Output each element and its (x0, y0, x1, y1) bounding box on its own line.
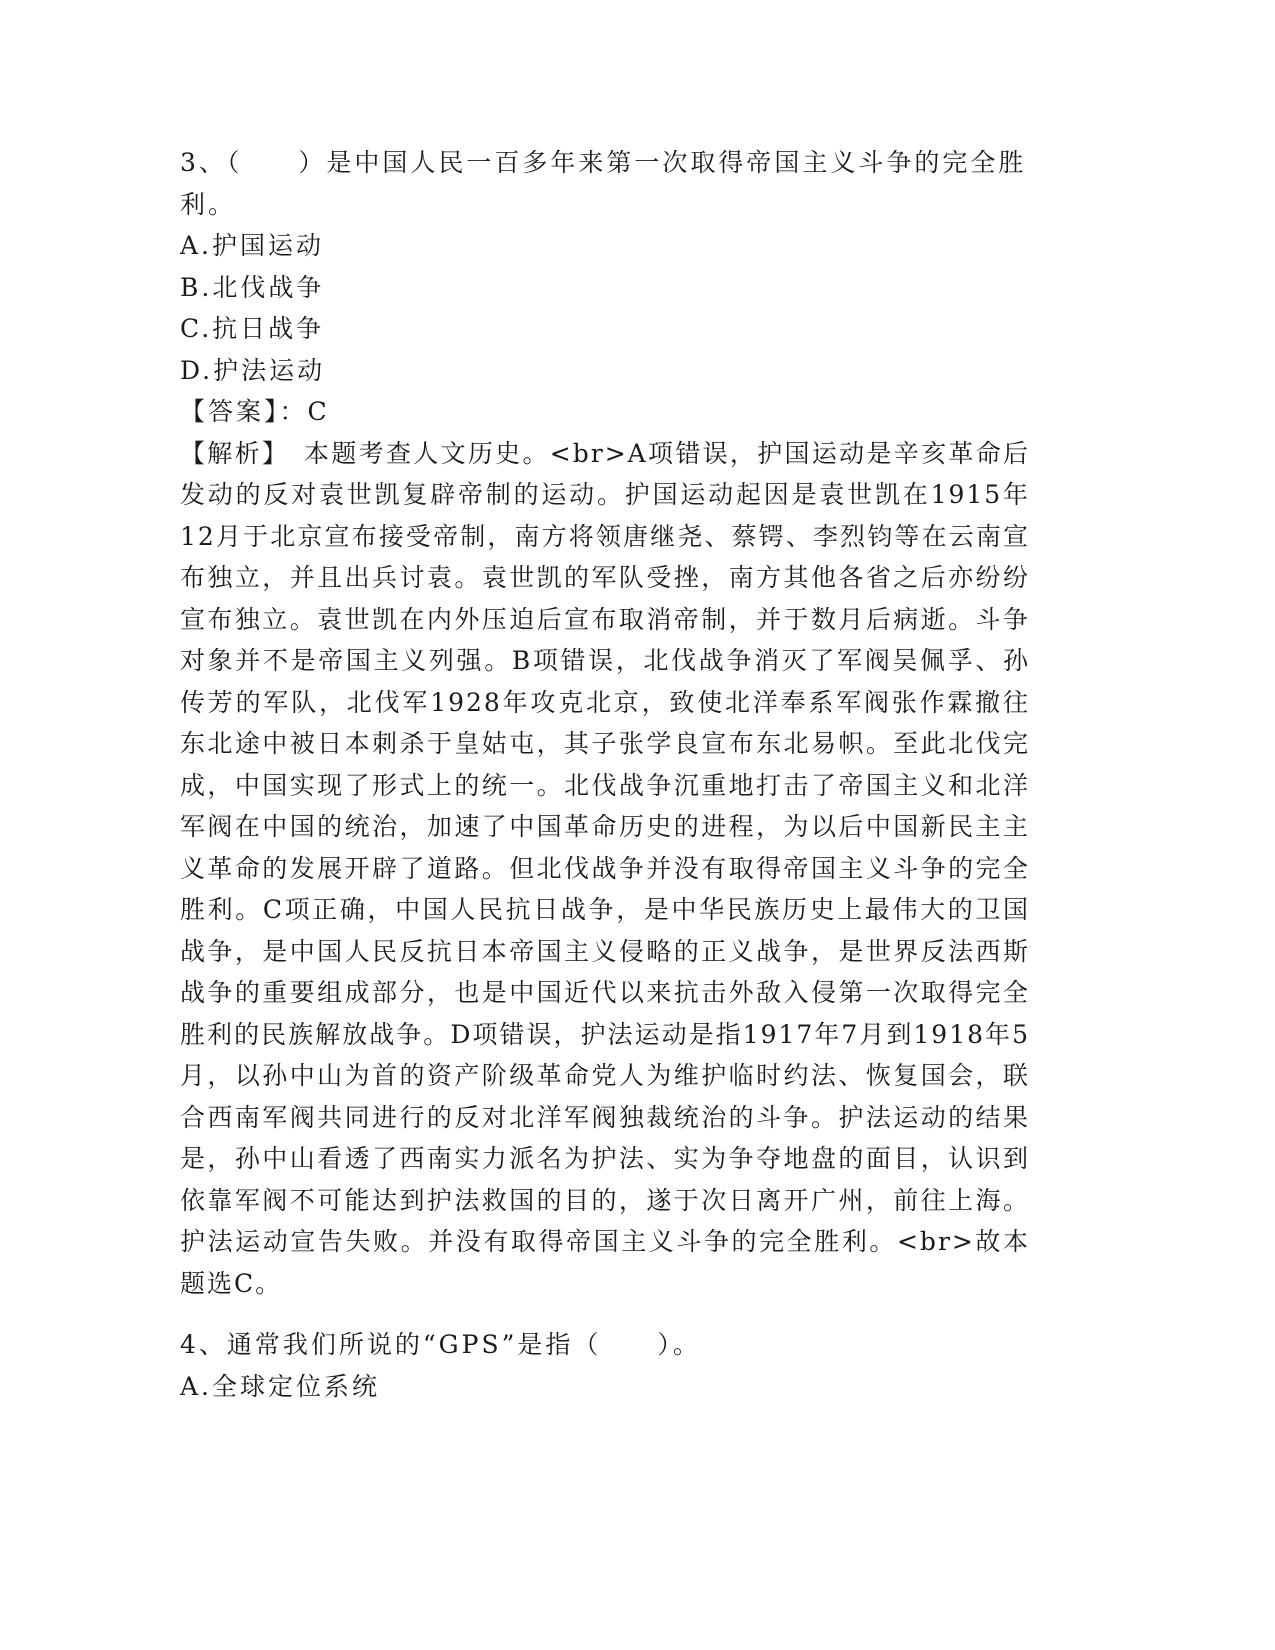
question-3-option-d: D.护法运动 (180, 355, 326, 385)
question-4 (180, 1324, 1030, 1407)
question-3-stem-line-2: 利。 (180, 189, 237, 219)
question-3 (180, 142, 1030, 1304)
question-3-option-a: A.护国运动 (180, 231, 325, 260)
question-spacer (180, 1304, 1030, 1324)
question-4-stem: 4、通常我们所说的“GPS”是指（ ）。 (180, 1330, 701, 1359)
question-3-option-b: B.北伐战争 (180, 272, 325, 302)
question-3-answer: 【答案】：C (180, 397, 330, 426)
question-3-option-c: C.抗日战争 (180, 314, 325, 343)
question-4-option-a: A.全球定位系统 (180, 1371, 381, 1401)
question-3-explanation: 【解析】 本题考查人文历史。<br>A项错误，护国运动是辛亥革命后发动的反对袁世凯复辟帝制的运动。护国运动起因是袁世凯在1915年12月于北京宣布接受帝制，南方将领唐继尧、蔡锷、李烈钧等在云南宣布独立，并且出兵讨袁。袁世凯的军队受挫，南方其他各省之后亦纷纷宣布独立。袁世凯在内外压迫后宣布取消帝制，并于数月后病逝。斗争对象并不是帝国主义列强。B项错误，北伐战争消灭了军阀吴佩孚、孙传芳的军队，北伐军1928年攻克北京，致使北洋奉系军阀张作霖撤往东北途中被日本刺杀于皇姑屯，其子张学良宣布东北易帜。至此北伐完成，中国实现了形式上的统一。北伐战争沉重地打击了帝国主义和北洋军阀在中国的统治，加速了中国革命历史的进程，为以后中国新民主主义革命的发展开辟了道路。但北伐战争并没有取得帝国主义斗争的完全胜利。C项正确，中国人民抗日战争，是中华民族历史上最伟大的卫国战争，是中国人民反抗日本帝国主义侵略的正义战争，是世界反法西斯战争的重要组成部分，也是中国近代以来抗击外敌入侵第一次取得完全胜利的民族解放战争。D项错误，护法运动是指1917年7月到1918年5月，以孙中山为首的资产阶级革命党人为维护临时约法、恢复国会，联合西南军阀共同进行的反对北洋军阀独裁统治的斗争。护法运动的结果是，孙中山看透了西南实力派名为护法、实为争夺地盘的面目，认识到依靠军阀不可能达到护法救国的目的，遂于次日离开广州，前往上海。护法运动宣告失败。并没有取得帝国主义斗争的完全胜利。<br>故本题选C。 (180, 438, 1030, 1298)
document-page (180, 142, 1030, 1407)
question-3-stem-line-1: 3、（ ）是中国人民一百多年来第一次取得帝国主义斗争的完全胜 (180, 148, 1027, 177)
